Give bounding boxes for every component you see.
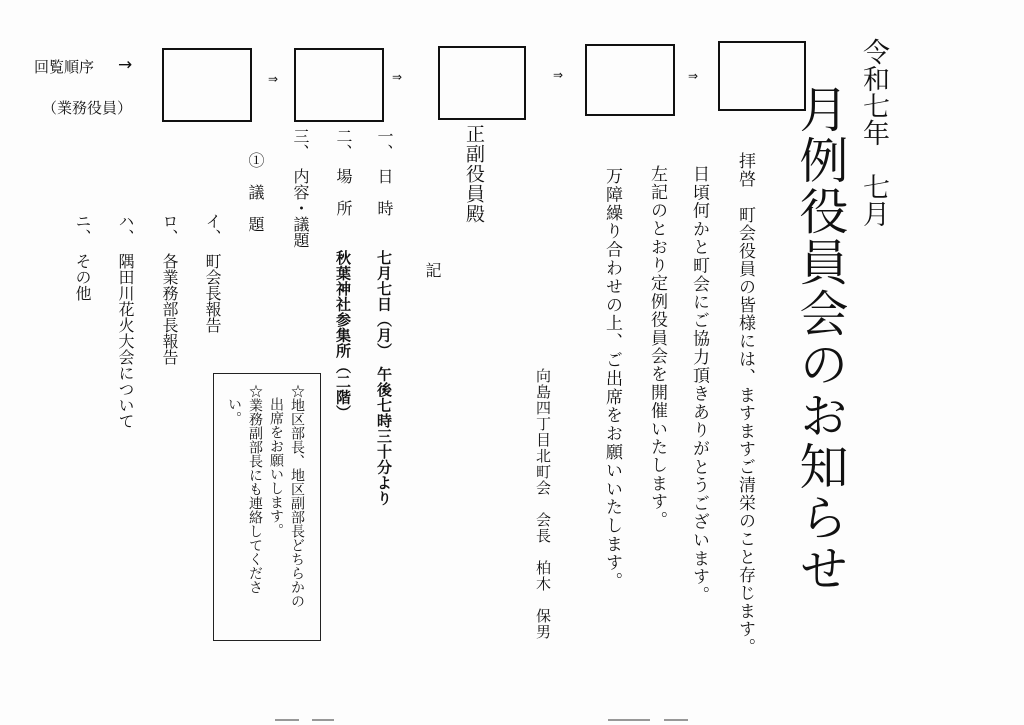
scan-mark (608, 719, 650, 721)
letter-line-3: 左記のとおり定例役員会を開催いたします。 (647, 165, 667, 529)
circulation-sublabel: （業務役員） (42, 99, 133, 117)
stamp-box-1 (162, 48, 252, 122)
letter-greeting: 拝啓 町会役員の皆様には、ますますご清栄のこと存じます。 (735, 152, 755, 656)
scan-mark (664, 719, 688, 721)
document-date: 令和七年 七月 (858, 38, 889, 227)
stamp-box-2 (294, 48, 384, 122)
stamp-arrow-1: ⇒ (268, 72, 279, 86)
circulation-arrow: → (118, 55, 133, 75)
document-title: 月例役員会のお知らせ (792, 84, 849, 594)
circulation-label: 回覧順序 (34, 58, 95, 76)
stamp-box-3 (438, 46, 526, 120)
date-value: 七月七日（月） 午後七時三十分より (375, 250, 393, 506)
letter-signature: 向島四丁目北町会 会長 柏木 保男 (534, 368, 552, 640)
agenda-label: ① 議 題 (246, 152, 265, 232)
note-line-2: 出席をお願いします。 (268, 397, 284, 537)
agenda-item: イ、 町会長報告 (203, 213, 222, 333)
note-line-3: ☆業務副部長にも連絡してくださ (247, 384, 263, 594)
place-value: 秋葉神社参集所（二階） (334, 250, 352, 421)
place-label: 二、 場 所 (334, 128, 353, 216)
letter-line-2: 日頃何かと町会にご協力頂きありがとうございます。 (689, 165, 709, 605)
stamp-arrow-4: ⇒ (688, 69, 699, 83)
addressee: 正副役員殿 (463, 124, 485, 224)
stamp-arrow-3: ⇒ (553, 68, 564, 82)
scan-mark (312, 719, 334, 721)
stamp-box-4 (585, 44, 675, 116)
note-line-1: ☆地区部長、地区副部長どちらかの (289, 384, 305, 608)
date-label: 一、 日 時 (375, 128, 394, 216)
stamp-arrow-2: ⇒ (392, 70, 403, 84)
agenda-item: ニ、 その他 (73, 213, 92, 301)
agenda-item: ハ、 隅田川花火大会について (116, 213, 135, 429)
agenda-item: ロ、 各業務部長報告 (160, 213, 179, 365)
ki-mark: 記 (423, 262, 442, 278)
note-line-4: い。 (226, 397, 242, 425)
content-label: 三、 内容・議題 (291, 128, 310, 248)
scan-mark (275, 719, 299, 721)
letter-line-4: 万障繰り合わせの上、ご出席をお願いいたします。 (602, 167, 622, 591)
